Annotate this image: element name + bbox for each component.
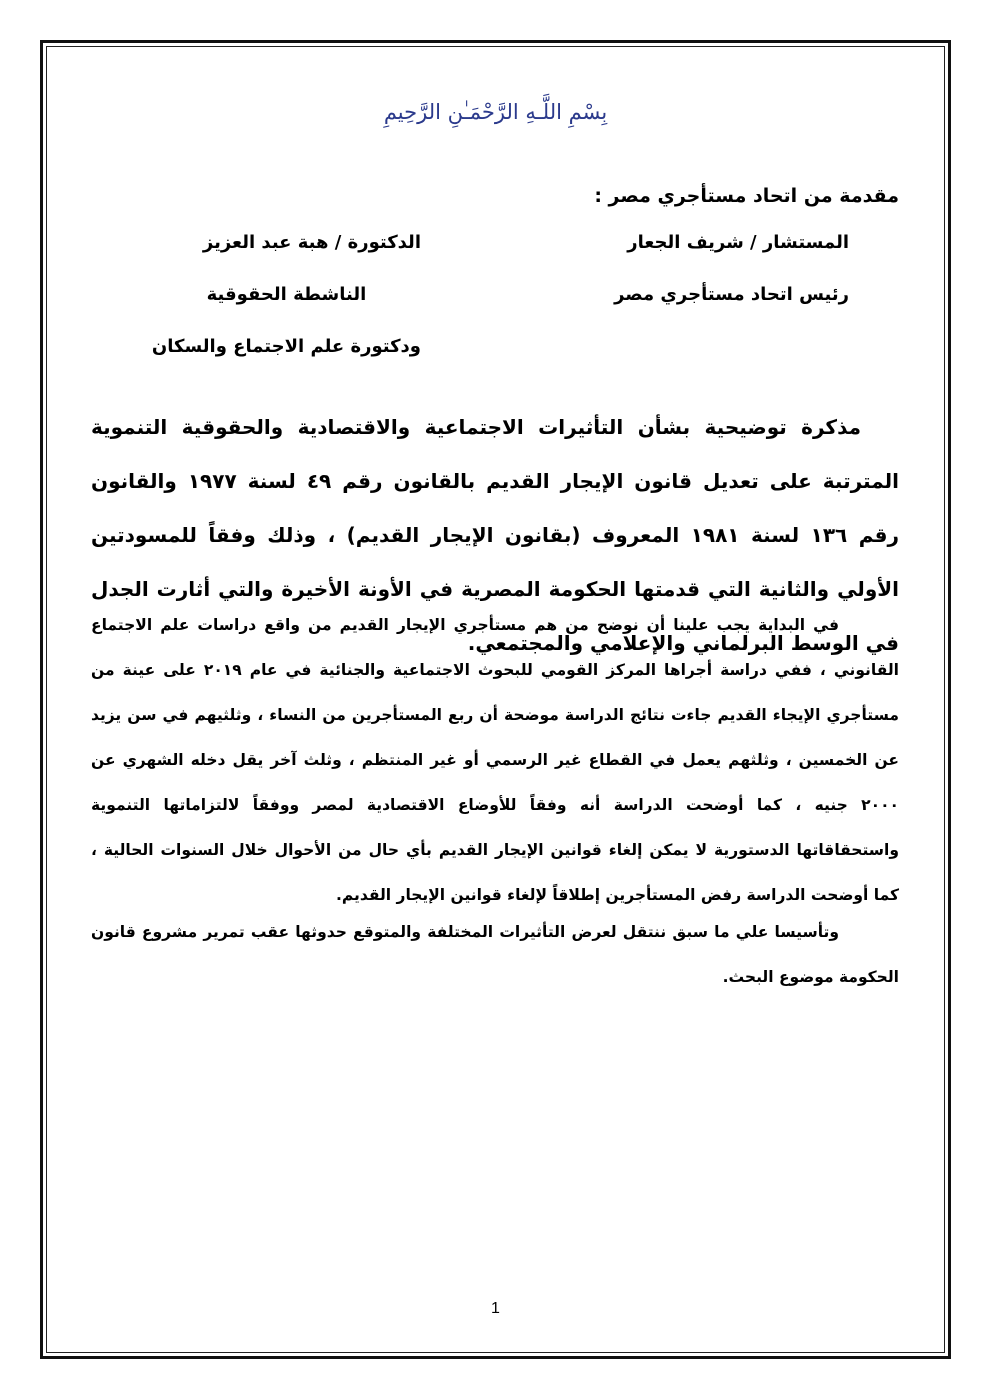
- basmala-heading: بِسْمِ اللَّـهِ الرَّحْمَـٰنِ الرَّحِيمِ: [383, 100, 608, 124]
- signatory-left: [152, 228, 421, 384]
- body-paragraph-2: وتأسيسا علي ما سبق ننتقل لعرض التأثيرات المختلفة والمتوقع حدوثها عقب تمرير مشروع قانون الحكومة موضوع البحث.: [91, 923, 899, 986]
- signatory-left-name: الدكتورة / هبة عبد العزيز: [202, 232, 421, 253]
- intro-heading: مقدمة من اتحاد مستأجري مصر :: [594, 185, 899, 207]
- signatory-left-subtitle: ودكتورة علم الاجتماع والسكان: [151, 336, 421, 357]
- body-paragraph-1: في البداية يجب علينا أن نوضح من هم مستأجري الإيجار القديم من واقع دراسات علم الاجتماع القانوني ، ففي دراسة أجراها المركز القومي للبحوث الاجتماعية والجنائية في عام ٢٠١٩ على عينة من مستأجري الإيجاء القديم جاءت نتائج الدراسة موضحة أن ربع المستأجرين من النساء ، وثلثيهم في سن يزيد عن الخمسين ، وثلثهم يعمل في القطاع غير الرسمي أو غير المنتظم ، وثلث آخر يقل دخله الشهري عن ٢٠٠٠ جنيه ، كما أوضحت الدراسة أنه وفقاً للأوضاع الاقتصادية لمصر ووفقاً لالتزاماتها التنموية واستحقاقاتها الدستورية لا يمكن إلغاء قوانين الإيجار القديم بأي حال من الأحوال خلال السنوات الحالية ، كما أوضحت الدراسة رفض المستأجرين إطلاقاً لإلغاء قوانين الإيجار القديم.: [91, 616, 899, 904]
- page-number: 1: [491, 1300, 500, 1317]
- signatory-right: [614, 228, 849, 332]
- signatory-right-name: المستشار / شريف الجعار: [627, 232, 849, 253]
- memo-text: مذكرة توضيحية بشأن التأثيرات الاجتماعية والاقتصادية والحقوقية التنموية المترتبة على تعديل قانون الإيجار القديم بالقانون رقم ٤٩ لسنة ١٩٧٧ والقانون رقم ١٣٦ لسنة ١٩٨١ المعروف (بقانون الإيجار القديم) ، وذلك وفقاً للمسودتين الأولي والثانية التي قدمتها الحكومة المصرية في الأونة الأخيرة والتي أثارت الجدل في الوسط البرلماني والإعلامي والمجتمعي.: [91, 415, 899, 655]
- signatory-left-title: الناشطة الحقوقية: [206, 284, 367, 305]
- signatory-right-title: رئيس اتحاد مستأجري مصر: [614, 284, 849, 305]
